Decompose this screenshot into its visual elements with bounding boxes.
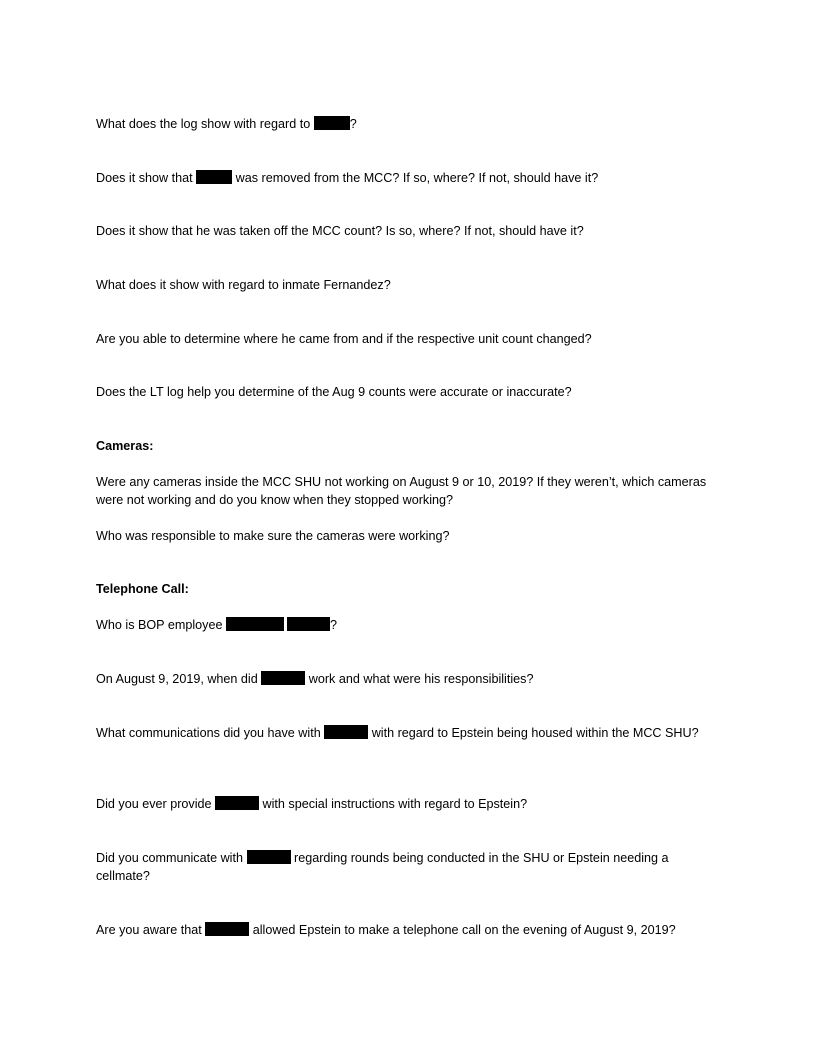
question-text: regarding rounds being conducted in the SHU or Epstein needing a cellmate? xyxy=(96,851,669,883)
redaction-box xyxy=(247,850,291,864)
redaction-box xyxy=(205,922,249,936)
redaction-box xyxy=(261,671,305,685)
question-communications-housing xyxy=(96,724,716,742)
question-text: ? xyxy=(349,117,357,131)
question-bop-employee xyxy=(96,616,337,634)
question-mcc-count xyxy=(96,222,584,240)
question-text: allowed Epstein to make a telephone call on the evening of August 9, 2019? xyxy=(249,923,676,937)
question-rounds-cellmate xyxy=(96,849,716,885)
section-heading-cameras: Cameras: xyxy=(96,439,154,453)
question-text: What communications did you have with xyxy=(96,726,325,740)
question-text: Did you communicate with xyxy=(96,851,247,865)
question-text: Are you aware that xyxy=(96,923,206,937)
question-text: work and what were his responsibilities? xyxy=(305,672,534,686)
question-text: ? xyxy=(329,618,337,632)
question-text: Does it show that he was taken off the MCC count? Is so, where? If not, should have it? xyxy=(96,224,584,238)
question-text: Did you ever provide xyxy=(96,797,216,811)
question-text: was removed from the MCC? If so, where? If not, should have it? xyxy=(232,171,599,185)
question-text: On August 9, 2019, when did xyxy=(96,672,262,686)
question-removed-from-mcc xyxy=(96,169,598,187)
redaction-box xyxy=(215,796,259,810)
section-heading-telephone-call: Telephone Call: xyxy=(96,582,189,596)
question-inmate-fernandez xyxy=(96,276,391,294)
question-special-instructions xyxy=(96,795,527,813)
question-telephone-call xyxy=(96,921,676,939)
redaction-box xyxy=(226,617,284,631)
question-text: What does the log show with regard to xyxy=(96,117,314,131)
question-text: Does the LT log help you determine of the Aug 9 counts were accurate or inaccurate? xyxy=(96,385,572,399)
question-work-responsibilities xyxy=(96,670,533,688)
question-text: Are you able to determine where he came from and if the respective unit count changed? xyxy=(96,332,592,346)
redaction-box xyxy=(196,170,232,184)
question-text: What does it show with regard to inmate Fernandez? xyxy=(96,278,391,292)
question-lt-log xyxy=(96,383,572,401)
question-text: with regard to Epstein being housed within the MCC SHU? xyxy=(368,726,699,740)
question-unit-count xyxy=(96,330,592,348)
redaction-box xyxy=(314,116,350,130)
question-cameras-responsible: Who was responsible to make sure the cameras were working? xyxy=(96,529,450,543)
question-text: Who is BOP employee xyxy=(96,618,226,632)
question-log-regard xyxy=(96,115,357,133)
question-text: with special instructions with regard to Epstein? xyxy=(259,797,528,811)
redaction-box xyxy=(324,725,368,739)
redaction-box xyxy=(287,617,330,631)
question-text: Does it show that xyxy=(96,171,197,185)
question-cameras-not-working: Were any cameras inside the MCC SHU not working on August 9 or 10, 2019? If they weren’t, which cameras were not working and do you know when they stopped working? xyxy=(96,475,707,507)
